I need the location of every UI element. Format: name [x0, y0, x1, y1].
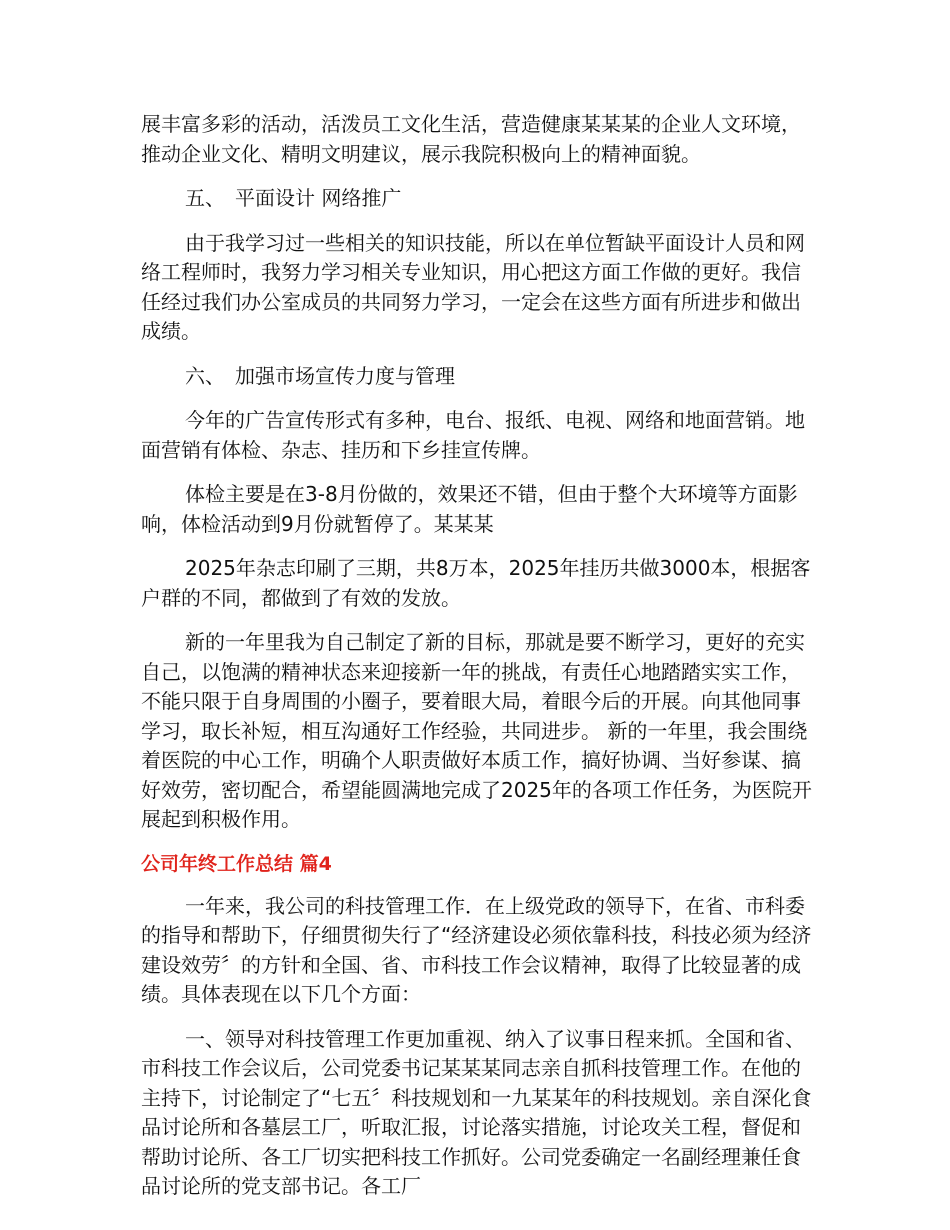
paragraph-new-year: 新的一年里我为自己制定了新的目标，那就是要不断学习，更好的充实自己，以饱满的精神状态来迎接新一年的挑战，有责任心地踏踏实实工作，不能只限于自身周围的小圈子，要着眼大局，着眼今后的开展。向其他同事学习，取长补短，相互沟通好工作经验，共同进步。 新的一年里，我会围绕着医院的中心工作，明确个人职责做好本质工作，搞好协调、当好参谋、搞好效劳，密切配合，希望能圆满地完成了2025年的各项工作任务，为医院开展起到积极作用。 [141, 630, 812, 831]
paragraph-design: 由于我学习过一些相关的知识技能，所以在单位暂缺平面设计人员和网络工程师时，我努力学习相关专业知识，用心把这方面工作做的更好。我信任经过我们办公室成员的共同努力学习，一定会在这些方面有所进步和做出成绩。 [141, 230, 805, 343]
paragraph-continued: 展丰富多彩的活动，活泼员工文化生活，营造健康某某某的企业人文环境，推动企业文化、精明文明建议，展示我院积极向上的精神面貌。 [141, 112, 801, 166]
paragraph-intro: 一年来，我公司的科技管理工作．在上级党政的领导下，在省、市科委的指导和帮助下，仔细贯彻失行了“经济建设必须依靠科技，科技必须为经济建设效劳〞的方针和全国、省、市科技工作会议精神，取得了比较显著的成绩。具体表现在以下几个方面： [141, 893, 812, 1006]
paragraph-magazine: 2025年杂志印刷了三期，共8万本，2025年挂历共做3000本，根据客户群的不同，都做到了有效的发放。 [141, 556, 811, 610]
section-title: 公司年终工作总结 篇4 [141, 852, 332, 875]
paragraph-item-1: 一、领导对科技管理工作更加重视、纳入了议事日程来抓。全国和省、市科技工作会议后，公司党委书记某某某同志亲自抓科技管理工作。在他的主持下，讨论制定了“七五〞科技规划和一九某某年的科技规划。亲自深化食品讨论所和各墓层工厂，听取汇报，讨论落实措施，讨论攻关工程，督促和帮助讨论所、各工厂切实把科技工作抓好。公司党委确定一名副经理兼任食品讨论所的党支部书记。各工厂 [141, 1026, 812, 1198]
item-5-heading: 五、 平面设计 网络推广 [185, 186, 402, 210]
item-6-heading: 六、 加强市场宣传力度与管理 [185, 363, 455, 388]
document-page [141, 110, 813, 1217]
paragraph-ads: 今年的广告宣传形式有多种，电台、报纸、电视、网络和地面营销。地面营销有体检、杂志、挂历和下乡挂宣传牌。 [141, 408, 805, 462]
paragraph-checkup: 体检主要是在3-8月份做的，效果还不错，但由于整个大环境等方面影响，体检活动到9月份就暂停了。某某某 [141, 482, 798, 536]
